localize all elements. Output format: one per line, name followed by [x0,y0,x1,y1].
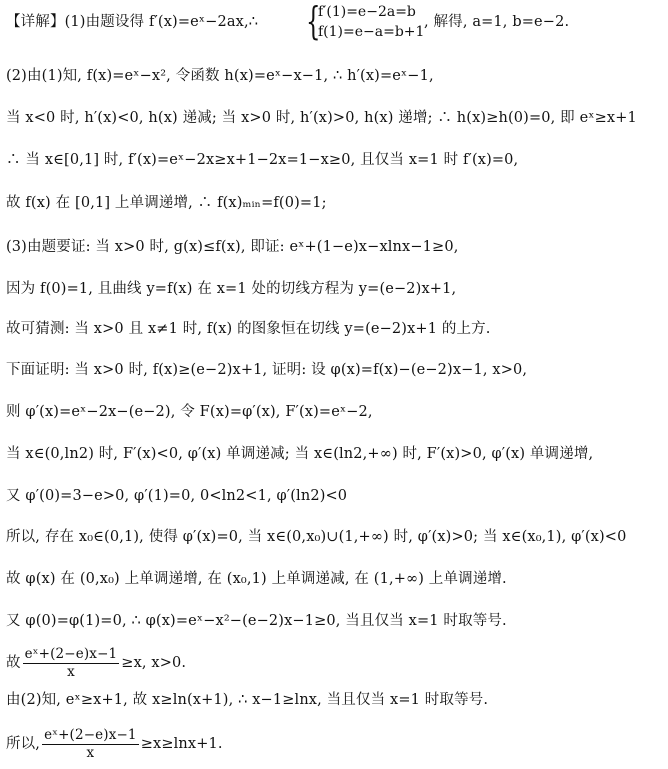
equation-system [306,2,426,44]
line-16 [6,645,186,681]
line-1-formula: f′(x)=eˣ−2ax,∴ [144,14,259,30]
line-14: 故 φ(x) 在 (0,x₀) 上单调递增, 在 (x₀,1) 上单调递减, 在 (1,+∞) 上单调递增. [6,571,507,587]
line-4: ∴ 当 x∈[0,1] 时, f′(x)=eˣ−2x≥x+1−2x=1−x≥0, 且仅当 x=1 时 f′(x)=0, [6,152,519,168]
line-16-prefix: 故 [6,655,21,671]
line-18-prefix: 所以, [6,736,41,752]
line-6: (3)由题要证: 当 x>0 时, g(x)≤f(x), 即证: eˣ+(1−e)x−xlnx−1≥0, [6,239,459,255]
line-17: 由(2)知, eˣ≥x+1, 故 x≥ln(x+1), ∴ x−1≥lnx, 当且仅当 x=1 时取等号. [6,692,489,708]
line-16-suffix: ≥x, x>0. [121,655,187,671]
line-5: 故 f(x) 在 [0,1] 上单调递增, ∴ f(x)ₘᵢₙ=f(0)=1; [6,195,327,211]
left-brace: { [306,0,321,43]
line-1-suffix: , 解得, a=1, b=e−2. [424,14,570,30]
line-18-suffix: ≥x≥lnx+1. [140,736,223,752]
fraction-2 [42,727,139,762]
line-3: 当 x<0 时, h′(x)<0, h(x) 递减; 当 x>0 时, h′(x)>0, h(x) 递增; ∴ h(x)≥h(0)=0, 即 eˣ≥x+1 [6,110,637,126]
line-11: 当 x∈(0,ln2) 时, F′(x)<0, φ′(x) 单调递减; 当 x∈(ln2,+∞) 时, F′(x)>0, φ′(x) 单调递增, [6,446,594,462]
fraction-1-numerator: eˣ+(2−e)x−1 [24,645,118,662]
line-13: 所以, 存在 x₀∈(0,1), 使得 φ′(x)=0, 当 x∈(0,x₀)∪(1,+∞) 时, φ′(x)>0; 当 x∈(x₀,1), φ′(x)<0 [6,529,627,545]
system-equation-top: f′(1)=e−2a=b [318,4,416,20]
fraction-2-denominator: x [86,744,95,761]
line-7: 因为 f(0)=1, 且曲线 y=f(x) 在 x=1 处的切线方程为 y=(e−2)x+1, [6,281,457,297]
line-15: 又 φ(0)=φ(1)=0, ∴ φ(x)=eˣ−x²−(e−2)x−1≥0, 当且仅当 x=1 时取等号. [6,613,507,629]
fraction-2-numerator: eˣ+(2−e)x−1 [44,726,137,743]
line-9: 下面证明: 当 x>0 时, f(x)≥(e−2)x+1, 证明: 设 φ(x)=f(x)−(e−2)x−1, x>0, [6,362,528,378]
fraction-1-denominator: x [67,663,75,680]
fraction-1 [23,646,120,681]
line-2: (2)由(1)知, f(x)=eˣ−x², 令函数 h(x)=eˣ−x−1, ∴ h′(x)=eˣ−1, [6,68,434,84]
line-1 [6,12,258,32]
system-equation-bottom: f(1)=e−a=b+1 [318,24,425,40]
line-8: 故可猜测: 当 x>0 且 x≠1 时, f(x) 的图象恒在切线 y=(e−2)x+1 的上方. [6,321,491,337]
line-18 [6,726,223,762]
line-1-prefix: 【详解】(1)由题设得 [6,14,145,30]
line-12: 又 φ′(0)=3−e>0, φ′(1)=0, 0<ln2<1, φ′(ln2)<0 [6,488,348,504]
line-10: 则 φ′(x)=eˣ−2x−(e−2), 令 F(x)=φ′(x), F′(x)=eˣ−2, [6,404,373,420]
